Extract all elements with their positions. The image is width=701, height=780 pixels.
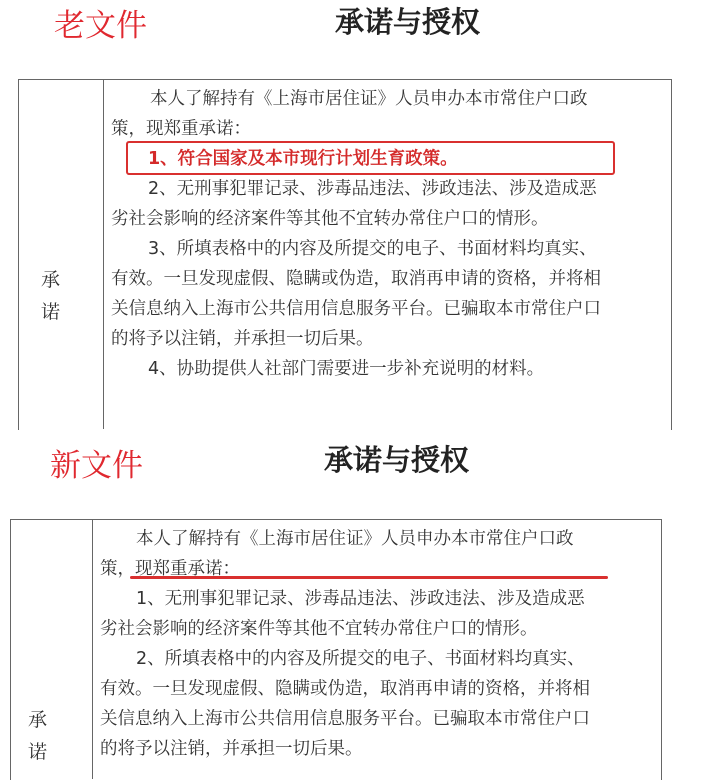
old-item-3-line-3: 关信息纳入上海市公共信用信息服务平台。已骗取本市常住户口: [111, 299, 601, 319]
new-item-1-line-2: 劣社会影响的经济案件等其他不宜转办常住户口的情形。: [100, 619, 538, 639]
new-item-1-line-1: 1、无刑事犯罪记录、涉毒品违法、涉政违法、涉及造成恶: [136, 589, 585, 609]
old-document-title: 承诺与授权: [335, 5, 481, 39]
old-item-4: 4、协助提供人社部门需要进一步补充说明的材料。: [148, 359, 545, 379]
old-label-char-2: 诺: [41, 301, 61, 323]
old-item-3-line-1: 3、所填表格中的内容及所提交的电子、书面材料均真实、: [148, 239, 597, 259]
old-intro-line-2: 策，现郑重承诺：: [111, 119, 251, 139]
new-item-2-line-2: 有效。一旦发现虚假、隐瞒或伪造，取消再申请的资格，并将相: [100, 679, 590, 699]
old-item-3-line-4: 的将予以注销，并承担一切后果。: [111, 329, 374, 349]
old-item-2-line-2: 劣社会影响的经济案件等其他不宜转办常住户口的情形。: [111, 209, 549, 229]
new-item-2-line-4: 的将予以注销，并承担一切后果。: [100, 739, 363, 759]
old-item-3-line-2: 有效。一旦发现虚假、隐瞒或伪造，取消再申请的资格，并将相: [111, 269, 601, 289]
new-intro-line-1: 本人了解持有《上海市居住证》人员申办本市常住户口政: [136, 529, 574, 549]
old-label-char-1: 承: [41, 269, 61, 291]
new-item-2-line-3: 关信息纳入上海市公共信用信息服务平台。已骗取本市常住户口: [100, 709, 590, 729]
new-item-2-line-1: 2、所填表格中的内容及所提交的电子、书面材料均真实、: [136, 649, 585, 669]
new-table-divider: [92, 519, 93, 779]
new-intro-line-2: 策，现郑重承诺：: [100, 559, 240, 579]
old-item-1-highlighted: 1、符合国家及本市现行计划生育政策。: [148, 149, 458, 169]
new-label-char-2: 诺: [28, 741, 48, 763]
new-file-tag: 新文件: [50, 448, 143, 484]
old-file-tag: 老文件: [54, 8, 147, 44]
old-item-2-line-1: 2、无刑事犯罪记录、涉毒品违法、涉政违法、涉及造成恶: [148, 179, 597, 199]
new-document-title: 承诺与授权: [324, 443, 470, 477]
new-highlight-underline: [130, 576, 608, 579]
old-intro-line-1: 本人了解持有《上海市居住证》人员申办本市常住户口政: [150, 89, 588, 109]
new-label-char-1: 承: [28, 709, 48, 731]
old-highlight-box: [126, 141, 615, 175]
old-table-divider: [103, 79, 104, 429]
